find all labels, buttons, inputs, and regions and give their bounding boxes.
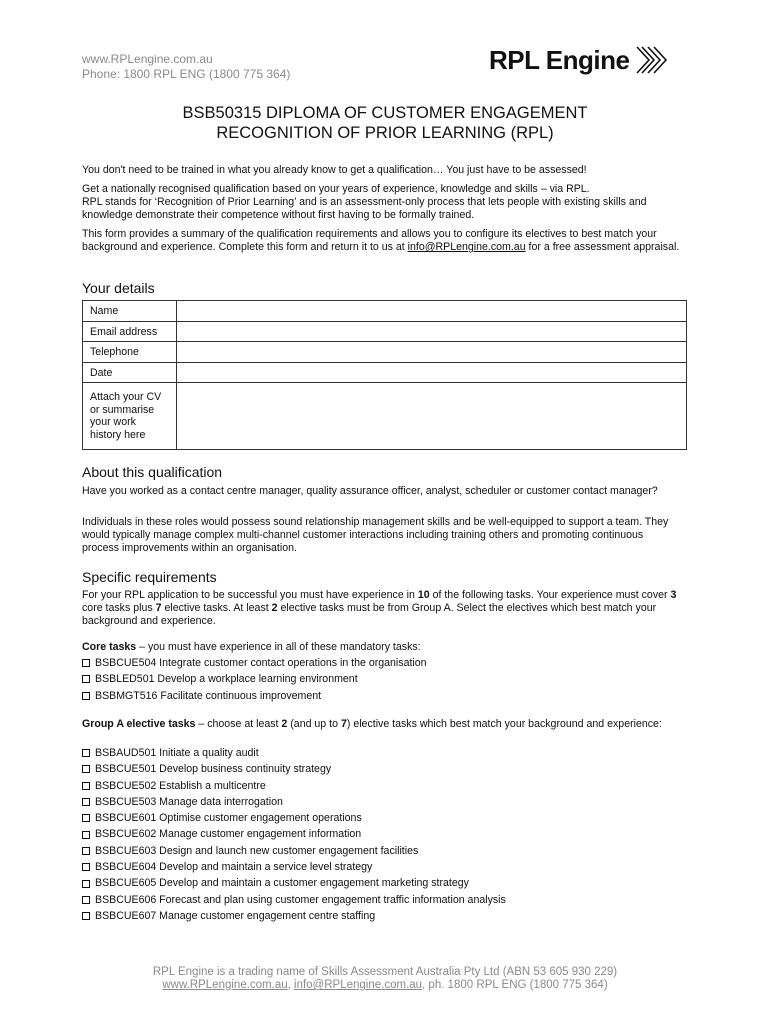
core-task-item[interactable]: [82, 655, 682, 671]
elective-task-item[interactable]: [82, 875, 682, 891]
elective-task-label: BSBCUE501 Develop business continuity strategy: [95, 763, 332, 776]
header-contact: [82, 52, 290, 82]
group-a-heading: [82, 718, 682, 731]
email-field[interactable]: [177, 322, 687, 342]
page-title: [0, 103, 770, 143]
elective-task-item[interactable]: [82, 810, 682, 826]
checkbox-icon[interactable]: [82, 863, 90, 871]
checkbox-icon[interactable]: [82, 831, 90, 839]
req-text-1: For your RPL application to be successful you must have experience in: [82, 589, 418, 601]
elective-task-label: BSBCUE606 Forecast and plan using customer engagement traffic information analysis: [95, 893, 506, 906]
checkbox-icon[interactable]: [82, 765, 90, 773]
req-group-a-count: 2: [271, 602, 278, 614]
checkbox-icon[interactable]: [82, 692, 90, 700]
checkbox-icon[interactable]: [82, 847, 90, 855]
details-row-name: [83, 301, 687, 322]
footer-contact-line: [0, 979, 770, 992]
elective-task-item[interactable]: [82, 908, 682, 924]
group-a-text-1: – choose at least: [195, 718, 282, 730]
checkbox-icon[interactable]: [82, 749, 90, 757]
core-tasks-instruction: – you must have experience in all of these mandatory tasks:: [136, 641, 421, 653]
elective-task-label: BSBCUE503 Manage data interrogation: [95, 795, 283, 808]
page-footer: [0, 966, 770, 992]
req-text-3: core tasks plus: [82, 602, 156, 614]
cv-field[interactable]: [177, 383, 687, 450]
core-tasks-heading: [82, 641, 682, 654]
date-label: Date: [83, 363, 177, 383]
requirements-heading: Specific requirements: [82, 569, 217, 585]
core-task-label: BSBCUE504 Integrate customer contact operations in the organisation: [95, 657, 427, 669]
elective-task-item[interactable]: [82, 826, 682, 842]
elective-task-item[interactable]: [82, 745, 682, 761]
group-a-text-2: (and up to: [287, 718, 341, 730]
chevron-arrows-icon: [633, 44, 669, 76]
email-link[interactable]: info@RPLengine.com.au: [407, 241, 526, 253]
about-heading: About this qualification: [82, 464, 223, 480]
checkbox-icon[interactable]: [82, 798, 90, 806]
footer-website-link[interactable]: www.RPLengine.com.au: [162, 979, 288, 991]
checkbox-icon[interactable]: [82, 912, 90, 920]
title-line-2: RECOGNITION OF PRIOR LEARNING (RPL): [216, 124, 554, 142]
group-a-text-3: ) elective tasks which best match your background and experience:: [346, 718, 662, 730]
intro-p3-text: This form provides a summary of the qualification requirements and allows you to configure its electives to best match your background and experience. Complete this form and return it to us at: [82, 228, 657, 253]
core-tasks-list: [82, 655, 682, 704]
your-details-heading: Your details: [82, 280, 155, 296]
checkbox-icon[interactable]: [82, 880, 90, 888]
header-website[interactable]: www.RPLengine.com.au: [82, 52, 213, 66]
details-row-email: [83, 322, 687, 342]
elective-task-item[interactable]: [82, 794, 682, 810]
email-label: Email address: [83, 322, 177, 342]
elective-task-label: BSBCUE602 Manage customer engagement information: [95, 828, 362, 841]
group-a-min: 2: [281, 718, 288, 730]
elective-task-label: BSBCUE502 Establish a multicentre: [95, 779, 266, 792]
about-paragraph-1: Have you worked as a contact centre manager, quality assurance officer, analyst, scheduler or customer contact manager?: [82, 485, 658, 497]
req-total-tasks: 10: [417, 589, 430, 601]
checkbox-icon[interactable]: [82, 659, 90, 667]
req-text-2: of the following tasks. Your experience must cover: [429, 589, 671, 601]
req-text-5: elective tasks must be from Group A. Select the electives which best match your background and experience.: [82, 602, 657, 627]
header-phone: Phone: 1800 RPL ENG (1800 775 364): [82, 67, 291, 81]
elective-task-item[interactable]: [82, 778, 682, 794]
req-text-4: elective tasks. At least: [161, 602, 272, 614]
date-field[interactable]: [177, 363, 687, 383]
intro-paragraph-3: [82, 228, 682, 254]
logo-text: RPL Engine: [489, 45, 630, 75]
checkbox-icon[interactable]: [82, 782, 90, 790]
intro-paragraph-2: Get a nationally recognised qualification based on your years of experience, knowledge and skills – via RPL. RPL stands for ‘Recognition of Prior Learning’ and is an assessment-only process that lets people with existing skills and knowledge demonstrate their competence without first having to be formally trained.: [82, 183, 647, 221]
elective-task-label: BSBCUE605 Develop and maintain a customer engagement marketing strategy: [95, 877, 469, 890]
footer-phone: , ph. 1800 RPL ENG (1800 775 364): [422, 979, 608, 991]
requirements-paragraph: [82, 589, 682, 628]
elective-task-label: BSBCUE603 Design and launch new customer engagement facilities: [95, 844, 419, 857]
core-task-label: BSBMGT516 Facilitate continuous improvement: [95, 689, 322, 702]
req-elective-count: 7: [155, 602, 162, 614]
telephone-label: Telephone: [83, 342, 177, 363]
elective-task-label: BSBCUE601 Optimise customer engagement operations: [95, 812, 362, 825]
elective-task-label: BSBCUE607 Manage customer engagement centre staffing: [95, 909, 376, 922]
core-task-item[interactable]: [82, 671, 682, 687]
checkbox-icon[interactable]: [82, 896, 90, 904]
elective-task-item[interactable]: [82, 843, 682, 859]
elective-task-item[interactable]: [82, 761, 682, 777]
group-a-max: 7: [340, 718, 347, 730]
core-task-item[interactable]: [82, 688, 682, 704]
req-core-count: 3: [670, 589, 677, 601]
core-tasks-title: Core tasks: [82, 641, 137, 653]
intro-p3-tail: for a free assessment appraisal.: [525, 241, 680, 253]
group-a-tasks-list: [82, 745, 682, 924]
details-row-date: [83, 363, 687, 383]
elective-task-label: BSBAUD501 Initiate a quality audit: [95, 747, 259, 759]
about-paragraph-2: Individuals in these roles would possess sound relationship management skills and be well-equipped to support a team. They would typically manage complex multi-channel customer interactions including training others and promoting continuous process improvements within an organisation.: [82, 516, 669, 554]
intro-paragraph-1: You don't need to be trained in what you already know to get a qualification… You just have to be assessed!: [82, 164, 587, 176]
title-line-1: BSB50315 DIPLOMA OF CUSTOMER ENGAGEMENT: [182, 104, 588, 122]
rpl-engine-logo: [489, 44, 669, 76]
details-row-telephone: [83, 342, 687, 363]
checkbox-icon[interactable]: [82, 814, 90, 822]
footer-company-line: RPL Engine is a trading name of Skills Assessment Australia Pty Ltd (ABN 53 605 930 229): [152, 966, 618, 978]
elective-task-item[interactable]: [82, 859, 682, 875]
name-label: Name: [83, 301, 177, 322]
name-field[interactable]: [177, 301, 687, 322]
footer-separator: ,: [287, 979, 295, 991]
group-a-title: Group A elective tasks: [82, 718, 196, 730]
cv-label: Attach your CV or summarise your work history here: [83, 383, 177, 450]
core-task-label: BSBLED501 Develop a workplace learning environment: [95, 673, 358, 686]
elective-task-label: BSBCUE604 Develop and maintain a service level strategy: [95, 861, 373, 874]
checkbox-icon[interactable]: [82, 675, 90, 683]
telephone-field[interactable]: [177, 342, 687, 363]
elective-task-item[interactable]: [82, 892, 682, 908]
footer-email-link[interactable]: info@RPLengine.com.au: [294, 979, 423, 991]
your-details-table: [82, 300, 687, 450]
details-row-cv: [83, 383, 687, 450]
